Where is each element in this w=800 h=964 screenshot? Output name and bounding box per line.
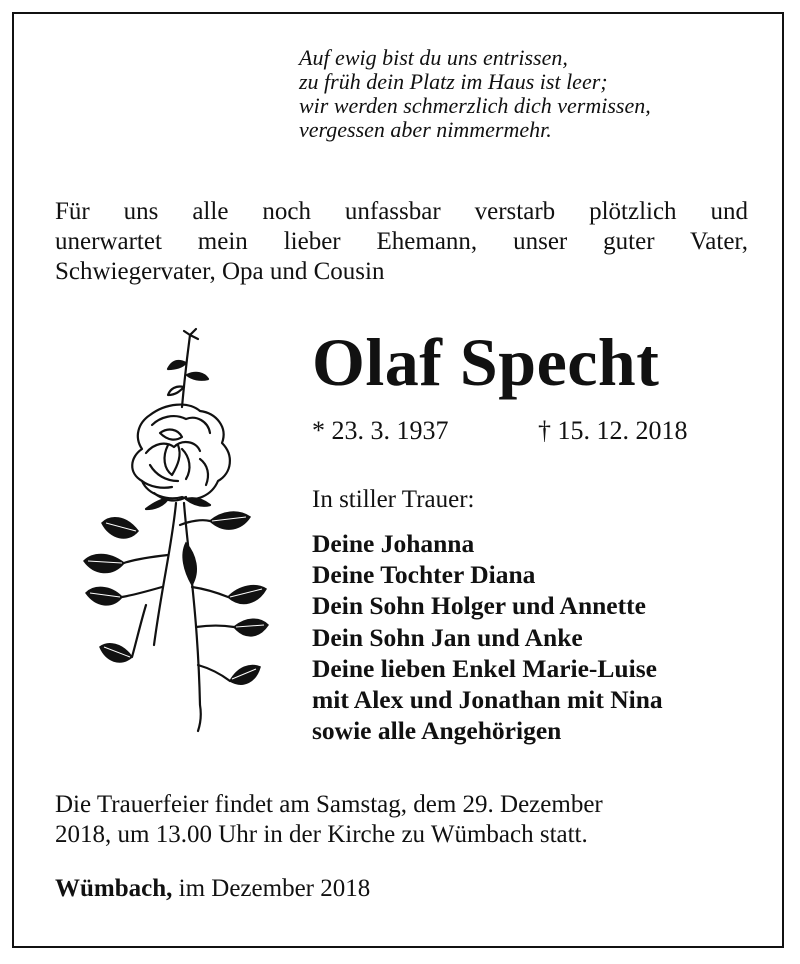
mourners-list bbox=[312, 528, 663, 746]
ceremony-line: Die Trauerfeier findet am Samstag, dem 29. Dezember bbox=[55, 791, 603, 818]
ceremony-text bbox=[55, 790, 603, 850]
birth-date: * 23. 3. 1937 bbox=[312, 416, 449, 445]
mourner-entry: Deine Johanna bbox=[312, 529, 475, 558]
life-dates bbox=[312, 415, 688, 447]
mourner-entry: Deine Tochter Diana bbox=[312, 560, 536, 590]
mourning-label: In stiller Trauer: bbox=[312, 486, 475, 513]
mourner-entry: Dein Sohn Jan und Anke bbox=[312, 622, 583, 652]
mourner-entry: Dein Sohn Holger und Annette bbox=[312, 591, 646, 621]
poem-line: vergessen aber nimmermehr. bbox=[299, 117, 552, 142]
poem-line: zu früh dein Platz im Haus ist leer; bbox=[299, 69, 608, 94]
mourner-entry: sowie alle Angehörigen bbox=[312, 716, 562, 746]
intro-line: Schwiegervater, Opa und Cousin bbox=[55, 258, 385, 285]
poem bbox=[299, 46, 651, 142]
intro-text bbox=[55, 197, 748, 287]
mourner-entry: mit Alex und Jonathan mit Nina bbox=[312, 685, 663, 715]
deceased-name: Olaf Specht bbox=[312, 324, 660, 400]
ceremony-line: 2018, um 13.00 Uhr in der Kirche zu Wümbach statt. bbox=[55, 821, 588, 848]
mourner-entry: Deine lieben Enkel Marie-Luise bbox=[312, 653, 657, 683]
closing-date: im Dezember 2018 bbox=[178, 875, 371, 902]
place-name: Wümbach, bbox=[55, 875, 173, 902]
poem-line: wir werden schmerzlich dich vermissen, bbox=[299, 93, 651, 118]
poem-line: Auf ewig bist du uns entrissen, bbox=[299, 45, 568, 70]
rose-icon bbox=[50, 325, 270, 735]
death-date: † 15. 12. 2018 bbox=[538, 416, 688, 445]
intro-line: Für uns alle noch unfassbar verstarb plötzlich und bbox=[55, 198, 748, 225]
intro-line: unerwartet mein lieber Ehemann, unser guter Vater, bbox=[55, 228, 748, 255]
place-date bbox=[55, 874, 370, 904]
